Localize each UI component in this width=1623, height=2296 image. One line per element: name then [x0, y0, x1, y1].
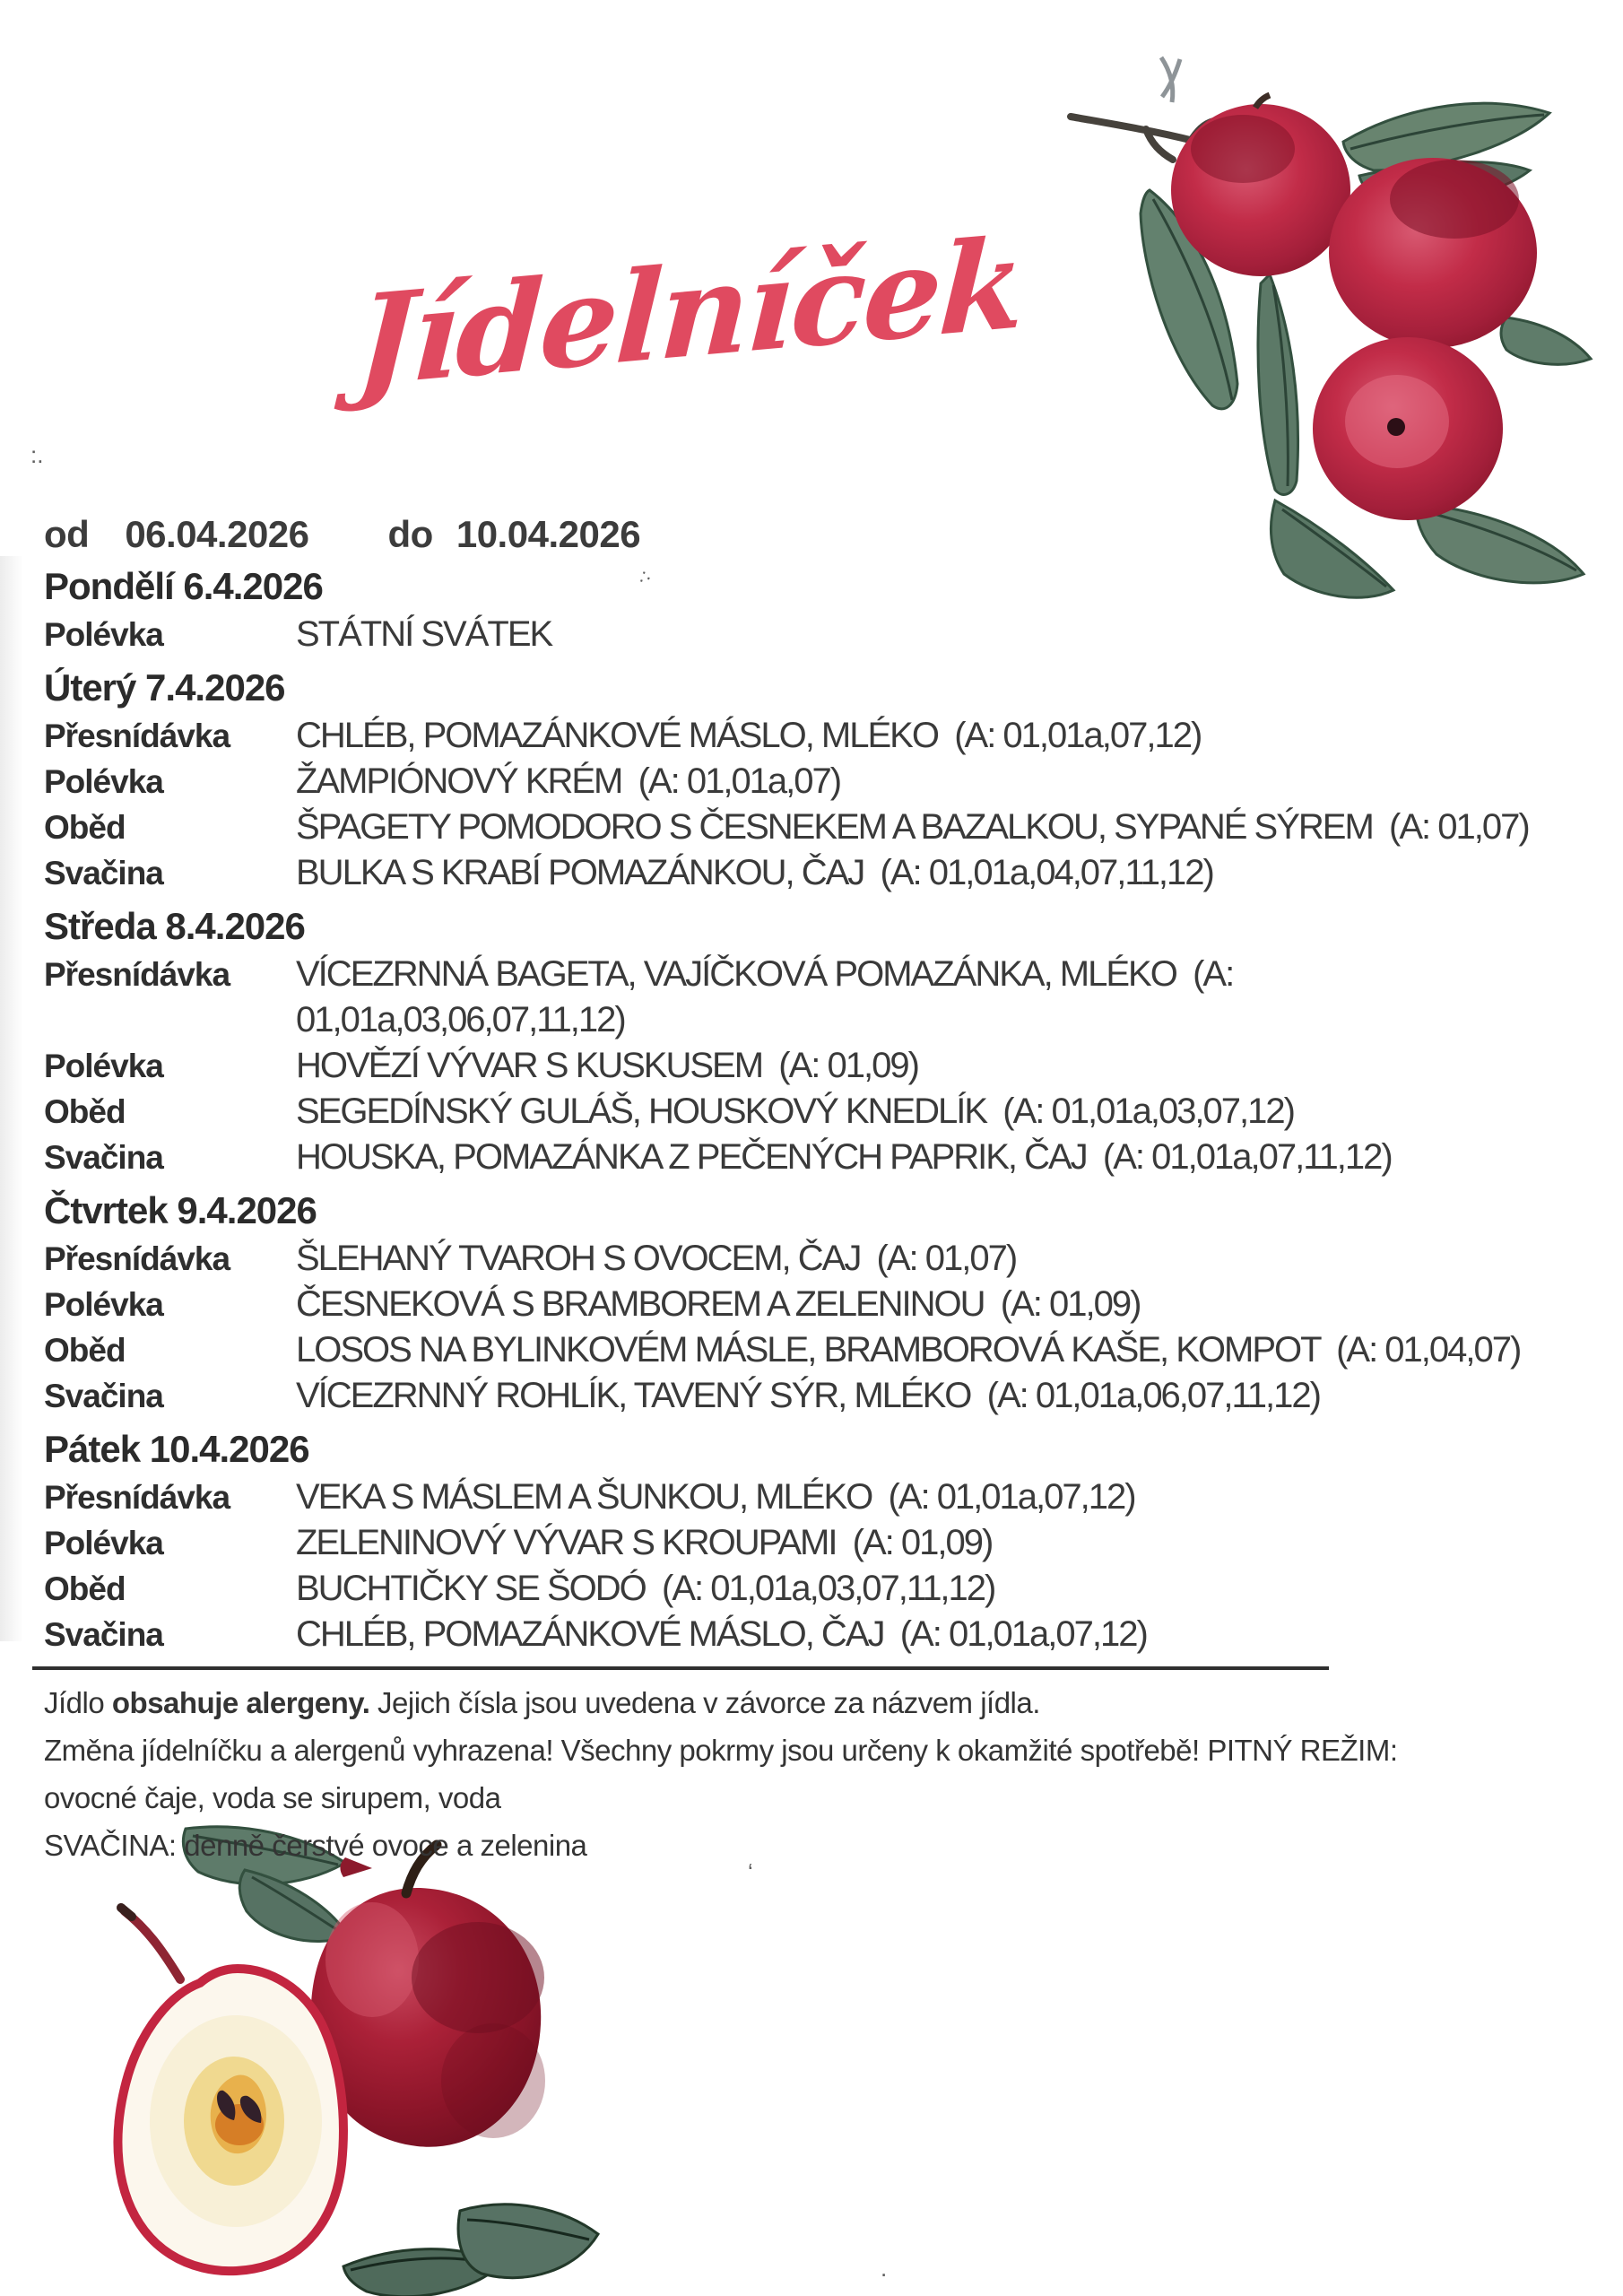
meal-label: Svačina — [44, 855, 163, 891]
meal-rows — [44, 1474, 1596, 1657]
meal-value: SEGEDÍNSKÝ GULÁŠ, HOUSKOVÝ KNEDLÍK (A: 01,01a,03,07,12) — [296, 1091, 1294, 1131]
meal-value: ŽAMPIÓNOVÝ KRÉM (A: 01,01a,07) — [296, 761, 841, 801]
meal-rows — [44, 612, 1596, 657]
snack-note-line: SVAČINA: denně čerstvé ovoce a zelenina — [44, 1829, 587, 1862]
day-heading: Úterý 7.4.2026 — [44, 666, 285, 709]
apple-shading — [441, 2023, 545, 2138]
date-to-label: do — [387, 513, 433, 555]
date-from-value: 06.04.2026 — [125, 513, 309, 555]
meal-label: Polévka — [44, 1048, 163, 1084]
meal-label: Polévka — [44, 616, 163, 653]
meal-rows — [44, 952, 1596, 1180]
meal-label: Oběd — [44, 809, 126, 846]
scan-artifact: . — [881, 2255, 888, 2282]
allergen-note-rest: Jejich čísla jsou uvedena v závorce za názvem jídla. — [369, 1686, 1040, 1719]
meal-row — [44, 1089, 1596, 1135]
footer-notes — [44, 1679, 1596, 1869]
meal-row — [44, 612, 1596, 657]
meal-value: HOVĚZÍ VÝVAR S KUSKUSEM (A: 01,09) — [296, 1046, 918, 1085]
meal-value: BULKA S KRABÍ POMAZÁNKOU, ČAJ (A: 01,01a,04,07,11,12) — [296, 853, 1213, 892]
meal-row — [44, 713, 1596, 759]
meal-value: HOUSKA, POMAZÁNKA Z PEČENÝCH PAPRIK, ČAJ (A: 01,01a,07,11,12) — [296, 1137, 1392, 1177]
meal-row — [44, 759, 1596, 804]
day-heading: Pondělí 6.4.2026 — [44, 565, 323, 607]
meal-label: Přesnídávka — [44, 956, 230, 993]
day-heading: Středa 8.4.2026 — [44, 905, 305, 947]
apple-highlight — [325, 1902, 419, 2017]
halved-apple-illustration — [49, 1825, 632, 2296]
scan-artifact: :. — [30, 441, 44, 468]
meal-row — [44, 1373, 1596, 1419]
day-section — [44, 1189, 1596, 1419]
meal-label: Polévka — [44, 1286, 163, 1323]
meal-row — [44, 1135, 1596, 1180]
meal-rows — [44, 1236, 1596, 1419]
meal-row — [44, 1612, 1596, 1657]
meal-row — [44, 1282, 1596, 1327]
meal-value: STÁTNÍ SVÁTEK — [296, 614, 552, 654]
meal-value: LOSOS NA BYLINKOVÉM MÁSLE, BRAMBOROVÁ KAŠE, KOMPOT (A: 01,04,07) — [296, 1330, 1521, 1370]
disclaimer-line: Změna jídelníčku a alergenů vyhrazena! Všechny pokrmy jsou určeny k okamžité spotřebě! PITNÝ REŽIM: — [44, 1734, 1398, 1767]
meal-value: ČESNEKOVÁ S BRAMBOREM A ZELENINOU (A: 01,09) — [296, 1284, 1141, 1324]
scan-artifact: :· — [637, 563, 656, 589]
meal-value: VÍCEZRNNÁ BAGETA, VAJÍČKOVÁ POMAZÁNKA, MLÉKO (A: 01,01a,03,06,07,11,12) — [296, 954, 1242, 1039]
meal-label: Polévka — [44, 1525, 163, 1561]
meal-row — [44, 1043, 1596, 1089]
meal-label: Přesnídávka — [44, 1240, 230, 1277]
meal-value: CHLÉB, POMAZÁNKOVÉ MÁSLO, ČAJ (A: 01,01a,07,12) — [296, 1614, 1147, 1654]
meal-value: CHLÉB, POMAZÁNKOVÉ MÁSLO, MLÉKO (A: 01,01a,07,12) — [296, 716, 1202, 755]
meal-value: VEKA S MÁSLEM A ŠUNKOU, MLÉKO (A: 01,01a,07,12) — [296, 1477, 1135, 1517]
day-section — [44, 565, 1596, 657]
meal-value: ŠLEHANÝ TVAROH S OVOCEM, ČAJ (A: 01,07) — [296, 1239, 1017, 1278]
meal-label: Svačina — [44, 1616, 163, 1653]
meal-value: ZELENINOVÝ VÝVAR S KROUPAMI (A: 01,09) — [296, 1523, 993, 1562]
allergen-note-line — [44, 1679, 1596, 1726]
meal-value: ŠPAGETY POMODORO S ČESNEKEM A BAZALKOU, SYPANÉ SÝREM (A: 01,07) — [296, 807, 1529, 847]
day-section — [44, 666, 1596, 896]
meal-row — [44, 1236, 1596, 1282]
meal-row — [44, 1566, 1596, 1612]
leaf-icon — [343, 2205, 598, 2296]
meal-value: VÍCEZRNNÝ ROHLÍK, TAVENÝ SÝR, MLÉKO (A: 01,01a,06,07,11,12) — [296, 1376, 1320, 1415]
date-range-row — [44, 0, 1596, 556]
day-section — [44, 1428, 1596, 1657]
day-sections — [44, 565, 1596, 1657]
meal-label: Svačina — [44, 1139, 163, 1176]
scan-artifact: ‘ — [748, 1858, 753, 1885]
date-from-label: od — [44, 513, 90, 555]
meal-label: Oběd — [44, 1570, 126, 1607]
meal-row — [44, 1520, 1596, 1566]
separator-line — [32, 1666, 1329, 1670]
apple-shading — [412, 1922, 544, 2033]
meal-rows — [44, 713, 1596, 896]
day-heading: Čtvrtek 9.4.2026 — [44, 1189, 317, 1231]
allergen-note-bold: obsahuje alergeny. — [111, 1686, 370, 1719]
meal-row — [44, 1327, 1596, 1373]
meal-label: Oběd — [44, 1093, 126, 1130]
allergen-note-prefix: Jídlo — [44, 1686, 112, 1719]
day-section — [44, 905, 1596, 1180]
meal-label: Přesnídávka — [44, 1479, 230, 1516]
meal-label: Oběd — [44, 1332, 126, 1369]
meal-label: Přesnídávka — [44, 718, 230, 754]
page-title: Jídelníček — [352, 209, 1027, 415]
meal-row — [44, 850, 1596, 896]
meal-label: Polévka — [44, 763, 163, 800]
date-to-value: 10.04.2026 — [456, 513, 641, 555]
drinks-line: ovocné čaje, voda se sirupem, voda — [44, 1781, 501, 1814]
meal-label: Svačina — [44, 1378, 163, 1414]
meal-row — [44, 1474, 1596, 1520]
day-heading: Pátek 10.4.2026 — [44, 1428, 309, 1470]
apple-stem-icon — [125, 1911, 180, 1979]
meal-row — [44, 952, 1596, 1043]
meal-value: BUCHTIČKY SE ŠODÓ (A: 01,01a,03,07,11,12) — [296, 1569, 995, 1608]
meal-row — [44, 804, 1596, 850]
